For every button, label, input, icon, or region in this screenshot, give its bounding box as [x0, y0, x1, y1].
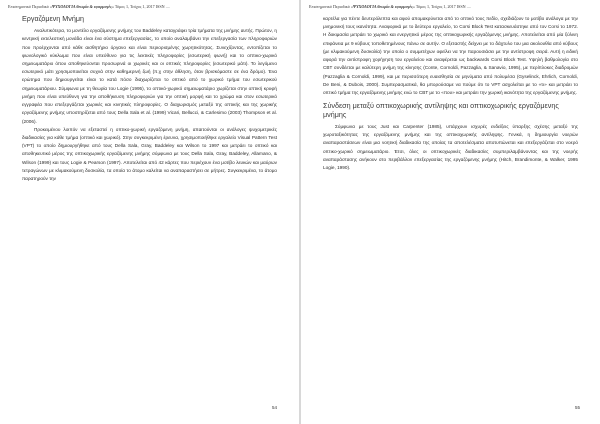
right-page-content: [323, 15, 578, 172]
left-page-content: [22, 15, 277, 183]
body-paragraph: καρτέλα για πέντε δευτερόλεπτα και αφού απομακρύνεται από το οπτικό τους πεδίο, σχεδιάζουν το μοτίβο ανάλογα με την μνημονική τους ικανότητα. Αναφορικά με το δεύτερο εργαλείο, το Corsi Block Test κατασκευάστηκε από τον Corsi το 1972. Η δοκιμασία μετράει το χωρικό και ενεργητικό μέρος της οπτικοχωρικής εργαζόμενης μνήμης. Αποτελείται από μία ξύλινη επιφάνεια με 9 κύβους τοποθετημένους πάνω σε αυτήν. Ο εξεταστής δείχνει με το δάχτυλο του μια ακολουθία από κύβους (με κλιμακούμενη δυσκολία) την οποία ο συμμετέχων οφείλει να την παρουσιάσει με την αντίστροφη σειρά. Αυτή η ειδική αφορά την αντίστροφη χορήγηση του εργαλείου και αναφέρεται ως backwards Corsi Block Test. Υψηλή βαθμολογία στο CBT συνδέεται με καλύτερη μνήμη της κίνησης (Conte, Cornoldi, Pazzaglia, & Sanavio, 1995), με περίπλοκες διαδρομών (Pazzaglia & Cornoldi, 1999), και με περισσότερη ευαισθησία σε μηνύματα από πολυμέσα (Gyselinck, Ehrlich, Cornoldi, De Beni, & Dubois, 2000). Συμπερασματικά, θα μπορούσαμε να πούμε ότι το VPT ασχολείται με το «τι» και μετράει το οπτικό τμήμα της εργαζόμενης μνήμης ενώ το CBT με το «που» και μετράει την χωρική ικανότητα της εργαζόμενης μνήμης.: [323, 16, 578, 95]
left-page: [0, 0, 299, 424]
running-head-suffix: » Τόμος 1, Τεύχος 1, 2017 ISSN ....: [111, 4, 170, 9]
body-paragraph: Προκειμένου λοιπόν να εξεταστεί η οπτικο-χωρική εργαζόμενη μνήμη, απαιτούνται οι ανάλογες ψυχομετρικές διαδικασίες για κάθε τμήμα (οπτικό και χωρικό). Στην συγκεκριμένη έρευνα, χρησιμοποιήθηκε εργαλείο Visual Pattern Test (VPT) το οποίο δημιουργήθηκε από τους Della Sala, Gray, Baddeley και Wilson το 1997 και μετράει το οπτικό και αποθηκευτικό μέρος της οπτικοχωρικής εργαζόμενης μνήμης σύμφωνα με τους Della Sala, Gray, Baddeley, Allamano, & Wilson (1999) και τους Logie & Pearson (1997). Αποτελείται από 42 κάρτες που περιέχουν ένα μοτίβο λευκών και μαύρων τετραγώνων με κλιμακούμενη δυσκολία, τα οποία το άτομο καλείται να αναπαραστήσει σε μήτρες. Συγκεκριμένα, το άτομο παρατηρούν την: [22, 126, 277, 182]
body-paragraph: Σύμφωνα με τους Just και Carpenter (1985), υπάρχουν ισχυρές ενδείξεις ύπαρξης σχέσης μεταξύ της χωροταξικότητας της εργαζόμενης μνήμης και της οπτικοχωρικής αντίληψης. Γενικά, η δημιουργία νοερών αναπαραστάσεων είναι μια νοητική διαδικασία της οποίας τα αποτελέσματα αποτυπώνεται και επεξεργάζεται στο νοερό οπτικο-χωρικό σημειωματάριο. Έτσι, όλες οι οπτικοχωρικές διαδικασίες συμπεριλαμβάνοντας και της νοερής αναπαράστασης ανήκουν στο περιβάλλον επεξεργασίας της εργαζόμενης μνήμης (Hitch, Brandimonte, & Walker, 1995 Logie, 1990).: [323, 123, 578, 171]
running-head-left: [8, 4, 291, 9]
section-heading-working-memory: Εργαζόμενη Μνήμη: [22, 14, 84, 23]
running-head-prefix: Επιστημονικό Περιοδικό «: [8, 4, 52, 9]
page-number-left: 54: [271, 405, 277, 410]
running-head-prefix: Επιστημονικό Περιοδικό «: [309, 4, 353, 9]
body-paragraph: Αναλυτικότερα, το μοντέλο εργαζόμενης μνήμης του Baddeley καταγράφει τρία τμήματα της μνήμης αυτής. Πρώτον, η κεντρική εκτελεστική μονάδα είναι ένα σύστημα επεξεργασίας, το οποίο αναλαμβάνει την επεξεργασία των πληροφοριών που προέρχονται από κάθε αισθητήριο όργανο και είναι περιορισμένης χωρητικότητας. Συνεχίζοντας, εντοπίζεται το φωνολογικό κύκλωμα που είναι υπεύθυνο για τις λεκτικές πληροφορίες (εσωτερική φωνή) και το οπτικο-χωρικό σημειωματάριο όπου αποθηκεύονται προσωρινά οι χωρικές και οι οπτικές πληροφορίες (εσωτερικό μάτι). Το λεγόμενο εσωτερικό μάτι χρησιμοποιείται συχνά στην καθημερινή ζωή (π.χ στην άθληση, όταν βρισκόμαστε σε ένα δρόμο). Ένα ερώτημα που δημιουργείται είναι το κατά πόσο διαχωρίζεται το οπτικό από το χωρικό τμήμα του εσωτερικού σημειωματάριου. Σύμφωνα με τη θεωρία του Logie (1995), το οπτικό-χωρικό σημειωματάριο χωρίζεται στην οπτική κρυφή μνήμη που είναι υπεύθυνη για την αποθήκευση πληροφοριών για την οπτική μορφή και το χρώμα και στον εσωτερικό εγγραφέα που επεξεργάζεται χωρικές και κινητικές πληροφορίες. Ο διαχωρισμός μεταξύ της οπτικής και της χωρικής εργαζόμενης μνήμης υποστηρίζεται από τους Della Sala et al. (1999) Vicari, Bellucci, & Carlesimo (2003) Thompson et al. (2006).: [22, 28, 277, 124]
running-head-right: [309, 4, 592, 9]
journal-title: ΨΥΧΟΛΟΓΙΑ θεωρία & εφαρμογές: [51, 4, 112, 9]
running-head-suffix: » Τόμος 1, Τεύχος 1, 2017 ISSN ....: [412, 4, 471, 9]
journal-title: ΨΥΧΟΛΟΓΙΑ θεωρία & εφαρμογές: [352, 4, 413, 9]
page-number-right: 55: [574, 405, 580, 410]
right-page: [301, 0, 600, 424]
section-heading-connection: Σύνδεση μεταξύ οπτικοχωρικής αντίληψης και οπτικοχωρικής εργαζόμενης μνήμης: [323, 101, 559, 119]
